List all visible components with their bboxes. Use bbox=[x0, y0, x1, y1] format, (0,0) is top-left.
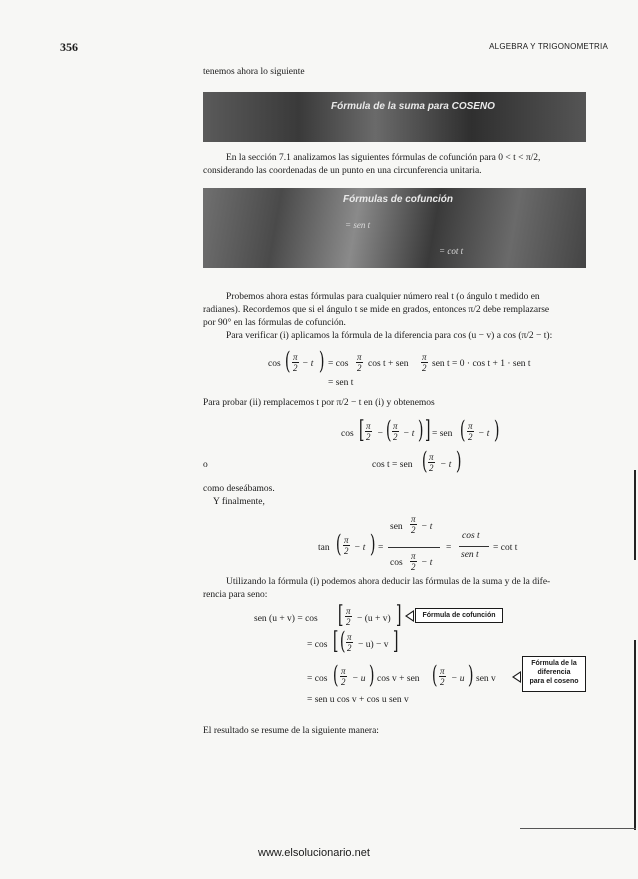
paren: ) bbox=[369, 530, 376, 558]
fraction: $\frac{\pi}{2}$ bbox=[440, 666, 445, 687]
fraction: $\frac{\pi}{2}$ bbox=[357, 352, 362, 373]
minus-t: − t bbox=[421, 522, 433, 532]
fraction: $\frac{\pi}{2}$ bbox=[411, 514, 416, 535]
paragraph-line: como deseábamos. bbox=[203, 484, 275, 494]
eq5-line2: = cos bbox=[307, 640, 328, 650]
bracket: [ bbox=[337, 601, 344, 629]
paren: ( bbox=[459, 416, 466, 444]
paragraph-line: Probemos ahora estas fórmulas para cualquier número real t (o ángulo t medido en bbox=[226, 292, 540, 302]
fraction: $\frac{\pi}{2}$ bbox=[366, 421, 371, 442]
eq1-rhs: cos t + sen bbox=[368, 359, 409, 369]
eq4-tan: tan bbox=[318, 543, 330, 553]
eq5-line1-tail: − (u + v) bbox=[357, 614, 391, 624]
minus-t: − t bbox=[403, 429, 415, 439]
paren: ( bbox=[284, 347, 291, 375]
box-title: Fórmula de la suma para COSENO bbox=[331, 101, 495, 112]
eq3-lhs: cos t = sen bbox=[372, 460, 413, 470]
paragraph-line: Y finalmente, bbox=[213, 497, 265, 507]
equals: = bbox=[446, 543, 452, 553]
fraction: $\frac{\pi}{2}$ bbox=[411, 551, 416, 572]
eq1-rhs: sen t = 0 · cos t + 1 · sen t bbox=[432, 359, 531, 369]
scan-edge bbox=[634, 470, 636, 560]
minus-u: − u bbox=[352, 674, 366, 684]
minus-t: − t bbox=[302, 359, 314, 369]
minus-t: − t bbox=[440, 460, 452, 470]
eq4-cos-t: cos t bbox=[462, 531, 480, 541]
fraction-bar bbox=[459, 546, 489, 547]
eq4-cot: = cot t bbox=[493, 543, 518, 553]
eq2-mid: = sen bbox=[432, 429, 453, 439]
paren: ( bbox=[421, 447, 428, 475]
bracket: [ bbox=[332, 627, 339, 655]
eq1-rhs: = cos bbox=[328, 359, 349, 369]
intro-text: tenemos ahora lo siguiente bbox=[203, 67, 305, 77]
arrow-icon bbox=[512, 671, 521, 683]
fraction: $\frac{\pi}{2}$ bbox=[422, 352, 427, 373]
paragraph-line: rencia para seno: bbox=[203, 590, 268, 600]
conjunction-o: o bbox=[203, 460, 208, 470]
paragraph-line: Utilizando la fórmula (i) podemos ahora deducir las fórmulas de la suma y de la dife- bbox=[226, 577, 551, 587]
box-title: Fórmulas de cofunción bbox=[343, 194, 454, 205]
eq5-line3: = cos bbox=[307, 674, 328, 684]
eq5-line4: = sen u cos v + cos u sen v bbox=[307, 695, 409, 705]
paren: ( bbox=[332, 661, 339, 689]
fraction: $\frac{\pi}{2}$ bbox=[293, 352, 298, 373]
paragraph-line: radianes). Recordemos que si el ángulo t se mide en grados, entonces π/2 debe remplazarse bbox=[203, 305, 550, 315]
eq2-lhs: cos bbox=[341, 429, 354, 439]
eq4-sen-t: sen t bbox=[461, 550, 479, 560]
note-difference-cosine: Fórmula de la diferencia para el coseno bbox=[522, 656, 586, 692]
paren: ) bbox=[417, 416, 424, 444]
formula-text: = sen t bbox=[345, 220, 371, 230]
paren: ( bbox=[431, 661, 438, 689]
paragraph-line: En la sección 7.1 analizamos las siguientes fórmulas de cofunción para 0 < t < π/2, bbox=[226, 153, 541, 163]
minus-u: − u bbox=[451, 674, 465, 684]
fraction: $\frac{\pi}{2}$ bbox=[393, 421, 398, 442]
eq5-line2-tail: − u) − v bbox=[358, 640, 389, 650]
formula-box-cofunction bbox=[203, 188, 586, 268]
note-cofunction: Fórmula de cofunción bbox=[415, 608, 503, 623]
bracket: [ bbox=[358, 416, 365, 444]
equals: = bbox=[378, 543, 384, 553]
eq4-sen: sen bbox=[390, 522, 403, 532]
paren: ) bbox=[455, 447, 462, 475]
paren: ( bbox=[339, 627, 346, 655]
paragraph-line: Para verificar (i) aplicamos la fórmula de la diferencia para cos (u − v) a cos (π/2 − t): bbox=[226, 331, 553, 341]
formula-text: = cot t bbox=[439, 246, 464, 256]
fraction: $\frac{\pi}{2}$ bbox=[346, 606, 351, 627]
arrow-icon bbox=[405, 610, 414, 622]
bracket: ] bbox=[395, 601, 402, 629]
minus-t: − t bbox=[354, 543, 366, 553]
paren: ( bbox=[385, 416, 392, 444]
eq4-cos: cos bbox=[390, 558, 403, 568]
running-title: ALGEBRA Y TRIGONOMETRIA bbox=[489, 42, 608, 51]
fraction: $\frac{\pi}{2}$ bbox=[468, 421, 473, 442]
scan-edge bbox=[634, 640, 636, 830]
minus-t: − t bbox=[421, 558, 433, 568]
eq1-line2: = sen t bbox=[328, 378, 354, 388]
footer-url: www.elsolucionario.net bbox=[258, 847, 370, 859]
paragraph-line: considerando las coordenadas de un punto en una circunferencia unitaria. bbox=[203, 166, 482, 176]
bracket: ] bbox=[424, 416, 431, 444]
page-number: 356 bbox=[60, 40, 78, 54]
fraction: $\frac{\pi}{2}$ bbox=[344, 535, 349, 556]
paragraph-line: Para probar (ii) remplacemos t por π/2 − t en (i) y obtenemos bbox=[203, 398, 435, 408]
fraction: $\frac{\pi}{2}$ bbox=[347, 632, 352, 653]
eq1-lhs: cos bbox=[268, 359, 281, 369]
minus: − bbox=[377, 429, 384, 439]
paragraph-line: por 90° en las fórmulas de cofunción. bbox=[203, 318, 346, 328]
eq5-line1: sen (u + v) = cos bbox=[254, 614, 318, 624]
eq5-line3-tail: sen v bbox=[476, 674, 496, 684]
fraction: $\frac{\pi}{2}$ bbox=[341, 666, 346, 687]
paren: ) bbox=[368, 661, 375, 689]
minus-t: − t bbox=[478, 429, 490, 439]
paren: ( bbox=[335, 530, 342, 558]
bracket: ] bbox=[392, 627, 399, 655]
fraction: $\frac{\pi}{2}$ bbox=[429, 452, 434, 473]
paren: ) bbox=[318, 347, 325, 375]
paren: ) bbox=[493, 416, 500, 444]
scan-mark bbox=[520, 828, 636, 829]
paragraph-line: El resultado se resume de la siguiente manera: bbox=[203, 726, 379, 736]
formula-box-sum-cosine bbox=[203, 92, 586, 142]
eq5-line3-mid: cos v + sen bbox=[377, 674, 420, 684]
paren: ) bbox=[467, 661, 474, 689]
fraction-bar bbox=[388, 547, 440, 548]
